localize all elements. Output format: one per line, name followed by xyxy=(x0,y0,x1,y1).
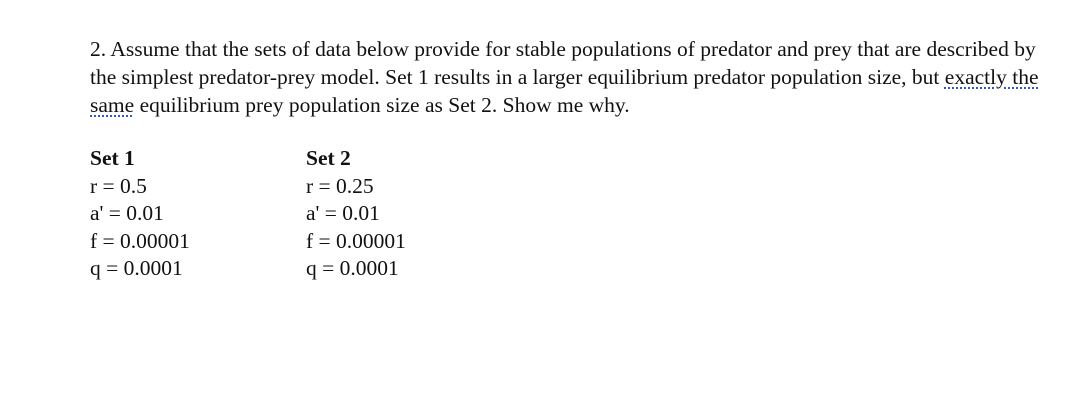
underlined-phrase: exactly the same xyxy=(90,65,1039,117)
set-1-param-f: f = 0.00001 xyxy=(90,228,190,253)
set-2-param-a: a' = 0.01 xyxy=(306,201,380,225)
set-1-title: Set 1 xyxy=(90,146,135,170)
question-text xyxy=(90,35,1050,119)
set-2-param-f: f = 0.00001 xyxy=(306,228,406,253)
set-1-param-q: q = 0.0001 xyxy=(90,256,183,280)
set-1-param-a: a' = 0.01 xyxy=(90,201,164,225)
set-2-param-r: r = 0.25 xyxy=(306,173,374,198)
set-2-title: Set 2 xyxy=(306,146,351,170)
question-text-start: 2. Assume that the sets of data below provide for stable populations of predator and prey that are described by the simplest predator-prey model. Set 1 results in a larger equilibrium predator population size, but xyxy=(90,37,1036,89)
set-2-block xyxy=(306,145,406,283)
set-1-param-r: r = 0.5 xyxy=(90,173,147,198)
question-text-end: equilibrium prey population size as Set 2. Show me why. xyxy=(134,93,630,117)
set-2-param-q: q = 0.0001 xyxy=(306,256,399,280)
set-1-block xyxy=(90,145,190,283)
